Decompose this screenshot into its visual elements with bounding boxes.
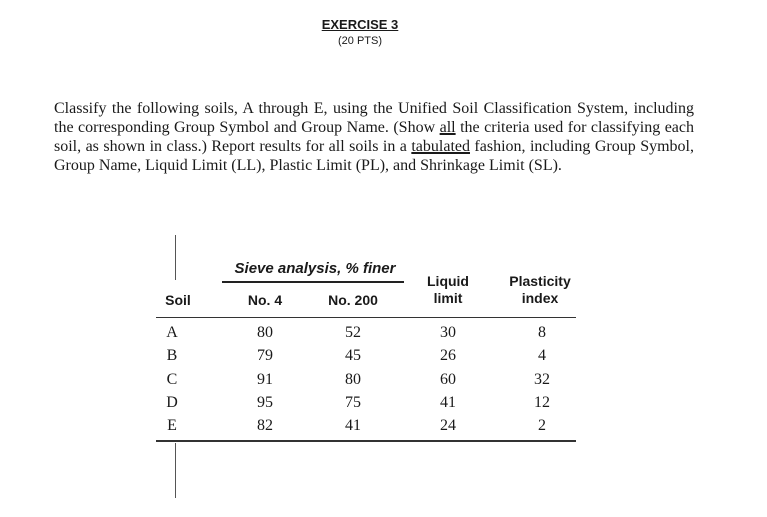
col-header-no4: No. 4: [247, 292, 283, 308]
header-rule: [156, 317, 576, 318]
instructions-paragraph: Classify the following soils, A through E, using the Unified Soil Classification System, including the corresponding Group Symbol and Group Name. (Show all the criteria used for classifying each soil, as shown in class.) Report results for all soils in a tabulated fashion, including Group Symbol, Group Name, Liquid Limit (LL), Plastic Limit (PL), and Shrinkage Limit (SL).: [54, 100, 695, 174]
sieve-header-underline: [222, 281, 404, 283]
margin-line-bottom: [175, 443, 176, 498]
exercise-title: EXERCISE 3: [321, 17, 399, 32]
emphasis-all: all: [439, 119, 456, 136]
col-header-liquid-limit: Liquid limit: [427, 273, 469, 306]
footer-rule: [156, 440, 576, 442]
col-header-no200: No. 200: [328, 292, 378, 308]
col-header-soil: Soil: [165, 292, 191, 308]
col-header-plasticity-index: Plasticity index: [509, 273, 571, 306]
emphasis-tabulated: tabulated: [411, 138, 470, 155]
sieve-group-header: Sieve analysis, % finer: [234, 260, 396, 277]
points-label: (20 PTS): [337, 35, 382, 47]
margin-line-top: [175, 235, 176, 280]
